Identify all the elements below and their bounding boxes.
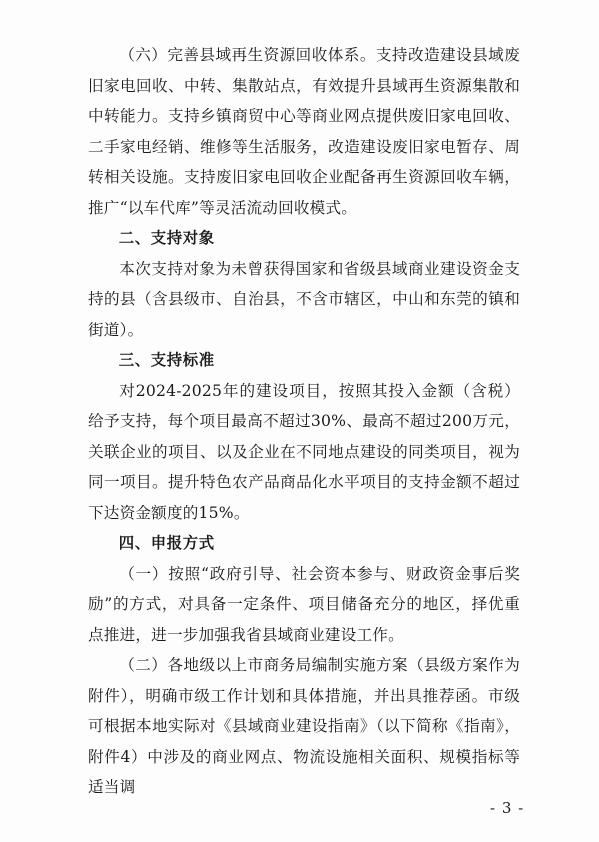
paragraph-recycling-system: （六）完善县域再生资源回收体系。支持改造建设县域废旧家电回收、中转、集散站点，有效提升县域再生资源集散和中转能力。支持乡镇商贸中心等商业网点提供废旧家电回收、二手家电经销、维修等生活服务，改造建设废旧家电暂存、周转相关设施。支持废旧家电回收企业配备再生资源回收车辆，推广“以车代库”等灵活流动回收模式。 [88,46,520,217]
paragraph-application-method-1: （一）按照“政府引导、社会资本参与、财政资金事后奖励”的方式，对具备一定条件、项目储备充分的地区，择优重点推进，进一步加强我省县域商业建设工作。 [88,564,520,644]
heading-support-standards: 三、支持标准 [118,351,215,369]
paragraph-support-standards: 对2024-2025年的建设项目，按照其投入金额（含税）给予支持，每个项目最高不超过30%、最高不超过200万元，关联企业的项目、以及企业在不同地点建设的同类项目，视为同一项目。提升特色农产品商品化水平项目的支持金额不超过下达资金额度的15%。 [88,381,520,522]
document-body [88,40,520,803]
page-number: - 3 - [490,799,525,817]
heading-application-method: 四、申报方式 [118,534,215,552]
paragraph-support-targets: 本次支持对象为未曾获得国家和省级县域商业建设资金支持的县（含县级市、自治县，不含市辖区，中山和东莞的镇和街道）。 [88,259,520,339]
paragraph-application-method-2: （二）各地级以上市商务局编制实施方案（县级方案作为附件），明确市级工作计划和具体措施，并出具推荐函。市级可根据本地实际对《县域商业建设指南》（以下简称《指南》，附件4）中涉及的商业网点、物流设施相关面积、规模指标等适当调 [88,656,520,796]
heading-support-targets: 二、支持对象 [118,229,215,247]
